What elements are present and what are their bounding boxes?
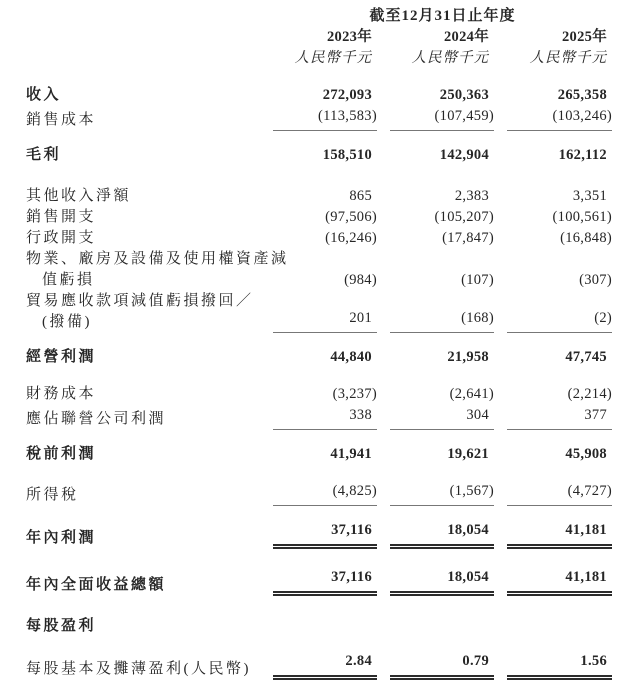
header-units-row <box>26 48 612 69</box>
row-label: 稅前利潤 <box>26 446 97 462</box>
value-2025: 45,908 <box>565 446 607 462</box>
row-admin-expenses <box>26 228 612 249</box>
header-spacer <box>26 26 260 27</box>
row-finance-costs <box>26 384 612 405</box>
row-label: 每股盈利 <box>26 618 97 634</box>
value-2024: 2,383 <box>454 188 489 204</box>
value-2023: 44,840 <box>330 349 372 365</box>
row-label: 物業、廠房及設備及使用權資產減 <box>26 251 289 267</box>
value-2023: 865 <box>349 188 372 204</box>
row-label: 收入 <box>26 87 62 103</box>
value-2023: 37,116 <box>273 567 377 596</box>
value-2024: (17,847) <box>442 230 494 246</box>
value-2024: (1,567) <box>390 481 494 506</box>
row-basic-diluted-eps <box>26 651 612 680</box>
value-2023: (113,583) <box>273 106 377 131</box>
year-header-2024: 2024年 <box>444 29 489 45</box>
value-2024: 21,958 <box>447 349 489 365</box>
value-2024: (105,207) <box>434 209 494 225</box>
value-2024: 18,054 <box>390 520 494 549</box>
value-2025: (16,848) <box>560 230 612 246</box>
row-profit-before-tax <box>26 444 612 465</box>
row-profit-for-the-year <box>26 520 612 549</box>
value-2023: 158,510 <box>322 147 372 163</box>
row-impairment-trade-receivables <box>26 291 612 333</box>
value-2025: 377 <box>507 405 612 430</box>
value-2024: 19,621 <box>447 446 489 462</box>
row-label: 其他收入淨額 <box>26 188 132 204</box>
row-label: 經營利潤 <box>26 349 97 365</box>
value-2025: (2) <box>507 308 612 333</box>
row-label-line2: (撥備) <box>42 314 92 330</box>
value-2023: 37,116 <box>273 520 377 549</box>
period-header: 截至12月31日止年度 <box>369 8 516 24</box>
value-2023: 201 <box>273 308 377 333</box>
value-2023: 41,941 <box>330 446 372 462</box>
value-2025 <box>507 636 612 637</box>
row-label-wrap <box>26 249 289 291</box>
value-2023: 338 <box>273 405 377 430</box>
row-gross-profit <box>26 145 612 166</box>
row-label: 年內利潤 <box>26 530 97 546</box>
row-label: 行政開支 <box>26 230 97 246</box>
header-spacer <box>26 68 260 69</box>
value-2024: 18,054 <box>390 567 494 596</box>
row-operating-profit <box>26 347 612 368</box>
unit-label-2024: 人民幣千元 <box>411 50 489 66</box>
value-2025: (2,214) <box>567 386 612 402</box>
value-2024: (107) <box>461 272 494 288</box>
year-header-2023: 2023年 <box>327 29 372 45</box>
row-label: 銷售成本 <box>26 112 97 128</box>
value-2025: 41,181 <box>507 520 612 549</box>
row-label-wrap <box>26 291 260 333</box>
row-label-line2: 值虧損 <box>42 272 95 288</box>
unit-label-2025: 人民幣千元 <box>529 50 607 66</box>
value-2024: 304 <box>390 405 494 430</box>
value-2023: (984) <box>344 272 377 288</box>
value-2024: 250,363 <box>439 87 489 103</box>
value-2023: (16,246) <box>325 230 377 246</box>
value-2023: (97,506) <box>325 209 377 225</box>
value-2024: 0.79 <box>390 651 494 680</box>
row-label: 每股基本及攤薄盈利(人民幣) <box>26 661 251 677</box>
row-cost-of-sales <box>26 106 612 131</box>
row-label: 所得稅 <box>26 487 79 503</box>
row-impairment-ppe <box>26 249 612 291</box>
row-label: 貿易應收款項減值虧損撥回／ <box>26 293 254 309</box>
row-selling-expenses <box>26 207 612 228</box>
row-label: 年內全面收益總額 <box>26 577 167 593</box>
value-2025: 265,358 <box>557 87 607 103</box>
row-income-tax <box>26 481 612 506</box>
value-2023: (4,825) <box>273 481 377 506</box>
row-label: 財務成本 <box>26 386 97 402</box>
value-2024: (2,641) <box>449 386 494 402</box>
value-2024: 142,904 <box>439 147 489 163</box>
row-other-net-income <box>26 186 612 207</box>
value-2025: (4,727) <box>507 481 612 506</box>
value-2023: 272,093 <box>322 87 372 103</box>
value-2024: (107,459) <box>390 106 494 131</box>
row-label: 毛利 <box>26 147 62 163</box>
year-header-2025: 2025年 <box>562 29 607 45</box>
row-label: 銷售開支 <box>26 209 97 225</box>
value-2024: (168) <box>390 308 494 333</box>
row-total-comprehensive-income <box>26 567 612 596</box>
value-2025: (103,246) <box>507 106 612 131</box>
value-2025: 47,745 <box>565 349 607 365</box>
value-2023: (3,237) <box>332 386 377 402</box>
value-2023 <box>273 636 377 637</box>
row-share-of-profit-of-associates <box>26 405 612 430</box>
header-period-row <box>26 6 612 27</box>
value-2024 <box>390 636 494 637</box>
row-label: 應佔聯營公司利潤 <box>26 411 167 427</box>
unit-label-2023: 人民幣千元 <box>294 50 372 66</box>
value-2025: (307) <box>579 272 612 288</box>
row-earnings-per-share-heading <box>26 616 612 637</box>
value-2025: (100,561) <box>552 209 612 225</box>
header-spacer <box>26 47 260 48</box>
value-2025: 162,112 <box>558 147 607 163</box>
value-2025: 1.56 <box>507 651 612 680</box>
header-years-row <box>26 27 612 48</box>
row-revenue <box>26 85 612 106</box>
value-2023: 2.84 <box>273 651 377 680</box>
value-2025: 3,351 <box>572 188 607 204</box>
value-2025: 41,181 <box>507 567 612 596</box>
